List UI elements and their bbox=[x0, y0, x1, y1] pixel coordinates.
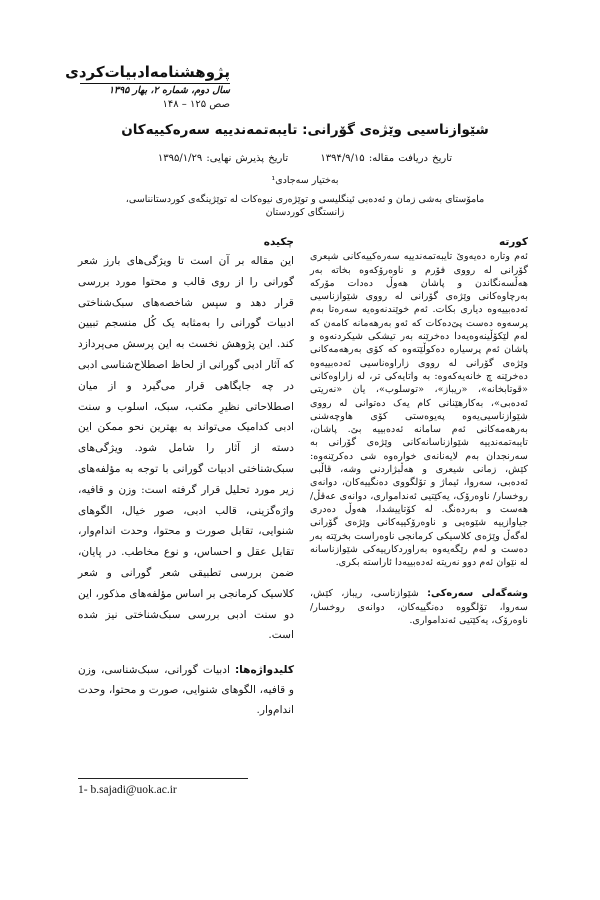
footnote-email[interactable]: 1- b.sajadi@uok.ac.ir bbox=[78, 784, 177, 796]
author-affiliation bbox=[70, 193, 540, 219]
journal-header bbox=[65, 62, 230, 111]
journal-logo: پژوهشنامه‌ادبیات‌کردی bbox=[80, 62, 230, 84]
received-date: تاریخ دریافت مقاله: ۱۳۹۴/۹/۱۵ bbox=[320, 153, 453, 164]
kurdish-abstract-heading: کورتە bbox=[498, 236, 528, 248]
persian-abstract-column bbox=[78, 234, 294, 720]
article-title: شێوازناسیی وێژەی گۆرانی: تایبەتمەندییە سەرەکییەکان bbox=[121, 122, 489, 138]
affiliation-line-2: زانستگای کوردستان bbox=[265, 207, 345, 218]
footnote-divider bbox=[78, 778, 248, 779]
journal-pages: صص ۱۲۵ – ۱۴۸ bbox=[162, 99, 230, 110]
persian-keywords-label: کلیدواژه‌ها: bbox=[234, 664, 294, 677]
kurdish-keywords bbox=[310, 587, 528, 627]
kurdish-keywords-text: شێوازناسی، ریباز، کێش، سەروا، تۆلگووە دەنگییەکان، دوانەی روخسار/ ناوەرۆک، یەکێتیی ئەندامواری. bbox=[310, 588, 528, 627]
persian-keywords bbox=[78, 660, 294, 720]
article-dates bbox=[70, 153, 540, 164]
accepted-date: تاریخ پذیرش نهایی: ۱۳۹۵/۱/۲۹ bbox=[157, 153, 289, 164]
persian-abstract-heading: چکیده bbox=[263, 236, 294, 248]
kurdish-abstract-body: ئەم وتارە دەیەوێ تایبەتمەندییە سەرەکییەکانی شیعری گۆرانی لە رووی فۆرم و ناوەرۆکەوە بخاتە بەر هەڵسەنگاندن و پاشان هەوڵ دەدات مۆرکە بەرچاوەکانی وێژەی گۆرانی لە رووی شێوازناسیی ئەدەبییەوە دیاری بکات. ئەم خوێندنەوەیە سەرەتا بەم پرسەوە دەست پێ‌دەکات کە ئەو بەرهەمانە کامەن کە لەم لێکۆڵینەوەیەدا دەخرێنە بەر تیشکی شیکردنەوە و پاشان ئەم پرسیارە دەکوڵێتەوە کە کۆی بەرهەمەکانی وێژەی گۆرانی لە رووی زاراوەناسیی ئەدەبییەوە دەخرێنە چ خانەیەکەوە: بە واتایەکی تر، لە زاراوەکانی «قوتابخانە»، «ریباز»، «توسلوب»، یان «نەریتی ئەدەبی»، بەکارهێنانی کام یەک دەتوانی لە رووی شێوازناسیی‌یەوە پەیوەستی کۆی هاوچەشنی بەرهەمەکانی ئەم سامانە ئەدەبییە بێ. پاشان، تایبەتمەندییە شێوازناسانەکانی وێژەی گۆرانی بە سەرنجدان بەم لایەنانەی خوارەوە شی دەکرێنەوە: کێش، زمانی شیعری و هەڵبژاردنی وشە، قاڵبی ئەدەبی، سەروا، ئیماژ و تۆلگووی دەنگییەکان، دوانەی روخسار/ ناوەرۆک، یەکێتیی ئەندامواری، دوانەی عەقڵ/ هەست و بەردەنگ. لە کۆتاییشدا، هەوڵ دەدری جیاوازییە شێوەیی و ناوەرۆکییەکانی وێژەی گۆرانی لەگەڵ وێژەی کلاسیکی کرمانجی ناوەراست بخرێتە بەر دەست و لەم رێگەیەوە بەراوردکارییەکی شێوازناسانە لە نێوان ئەم دوو نەریتە ئەدەبییەدا ئاراستە بکری. bbox=[310, 251, 528, 569]
persian-abstract-body: این مقاله بر آن است تا ویژگی‌های بارز شعر گورانی را از روی قالب و محتوا مورد بررسی قرار دهد و سپس شاخصه‌های سبک‌شناختی ادبیات گورانی را به‌مثابه یک کُل منسجم تبیین کند. این پژوهش نخست به این پرسش می‌پردازد که آثار ادبی گورانی از لحاظ اصطلاح‌شناسی ادبی در چه جایگاهی قرار می‌گیرد و از میان اصطلاحاتی نظیرِ مکتب، سبک، اسلوب و سنت ادبی کدامیک می‌تواند به بهترین نحو ممکن این دسته از آثار را شامل شود. ویژگی‌های سبک‌شناختی ادبیات گورانی با توجه به مؤلفه‌های زیر مورد تحلیل قرار گرفته است: وزن و قافیه، واژه‌گزینی، قالب ادبی، صور خیال، الگوهای شنوایی، تقابل صورت و محتوا، وحدت اندام‌وار، تقابل عقل و احساس، و نوع مخاطب. در پایان، ضمن بررسی تطبیقی شعر گورانی و شعر کلاسیک کرمانجی بر اساس مؤلفه‌های مذکور، این دو سنت ادبی بررسی سبک‌شناختی نیز شده است. bbox=[78, 255, 294, 642]
author-name: بەختیار سەجادی¹ bbox=[271, 175, 339, 186]
kurdish-abstract-column bbox=[310, 236, 528, 627]
journal-issue: سال دوم، شماره ۲، بهار ۱۳۹۵ bbox=[108, 85, 230, 96]
persian-keywords-text: ادبیات گورانی، سبک‌شناسی، وزن و قافیه، الگوهای شنوایی، صورت و محتوا، وحدت اندام‌وار. bbox=[78, 664, 294, 717]
kurdish-keywords-label: وشەگەلی سەرەکی: bbox=[427, 588, 528, 600]
affiliation-line-1: مامۆستای بەشی زمان و ئەدەبی ئینگلیسی و توێژەری نیوەکات لە توێژینگەی کوردستانناسی، bbox=[125, 194, 485, 205]
